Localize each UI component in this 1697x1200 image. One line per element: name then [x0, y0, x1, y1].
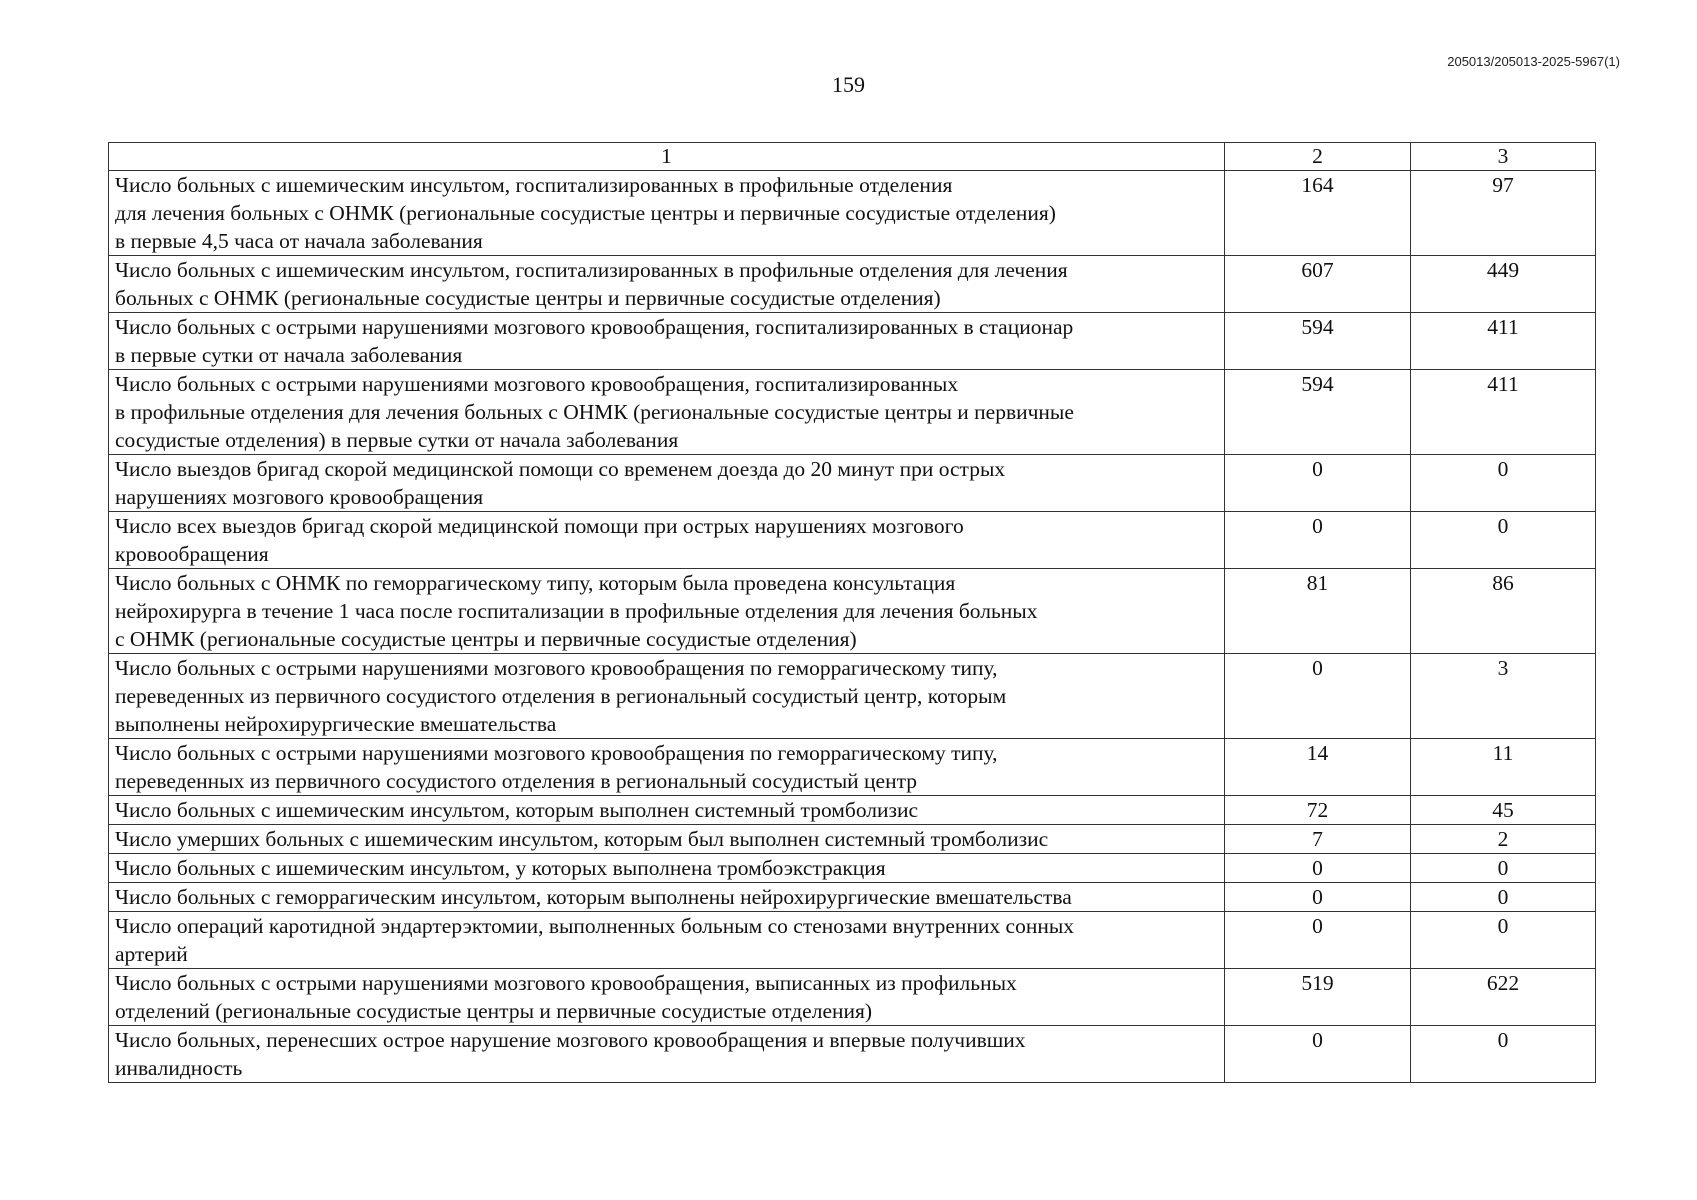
- row-value-col3: 0: [1411, 883, 1596, 912]
- row-label: Число операций каротидной эндартерэктомии, выполненных больным со стенозами внутренних сонных артерий: [109, 912, 1225, 969]
- row-value-col2: 607: [1225, 256, 1411, 313]
- table-row: [109, 171, 1596, 256]
- row-value-col3: 86: [1411, 569, 1596, 654]
- table-row: [109, 256, 1596, 313]
- row-value-col2: 0: [1225, 455, 1411, 512]
- row-label: Число больных с ишемическим инсультом, госпитализированных в профильные отделения для лечения больных с ОНМК (региональные сосудистые центры и первичные сосудистые отделения) в первые 4,5 часа от начала заболевания: [109, 171, 1225, 256]
- table-row: [109, 969, 1596, 1026]
- data-table: [108, 142, 1596, 1083]
- table-row: [109, 370, 1596, 455]
- row-label: Число больных с ОНМК по геморрагическому типу, которым была проведена консультация нейрохирурга в течение 1 часа после госпитализации в профильные отделения для лечения больных с ОНМК (региональные сосудистые центры и первичные сосудистые отделения): [109, 569, 1225, 654]
- row-value-col2: 0: [1225, 912, 1411, 969]
- row-value-col2: 519: [1225, 969, 1411, 1026]
- table-row: [109, 569, 1596, 654]
- column-header-2: 2: [1225, 143, 1411, 171]
- row-label: Число больных с острыми нарушениями мозгового кровообращения, госпитализированных в стационар в первые сутки от начала заболевания: [109, 313, 1225, 370]
- row-value-col3: 622: [1411, 969, 1596, 1026]
- row-value-col2: 72: [1225, 796, 1411, 825]
- table-row: [109, 654, 1596, 739]
- row-value-col3: 0: [1411, 854, 1596, 883]
- table-header-row: [109, 143, 1596, 171]
- table-row: [109, 825, 1596, 854]
- table-row: [109, 912, 1596, 969]
- row-value-col2: 594: [1225, 370, 1411, 455]
- table-row: [109, 739, 1596, 796]
- table-row: [109, 1026, 1596, 1083]
- row-label: Число всех выездов бригад скорой медицинской помощи при острых нарушениях мозгового кровообращения: [109, 512, 1225, 569]
- column-header-3: 3: [1411, 143, 1596, 171]
- row-value-col2: 14: [1225, 739, 1411, 796]
- row-label: Число больных с геморрагическим инсультом, которым выполнены нейрохирургические вмешательства: [109, 883, 1225, 912]
- row-value-col2: 81: [1225, 569, 1411, 654]
- row-label: Число больных с ишемическим инсультом, госпитализированных в профильные отделения для лечения больных с ОНМК (региональные сосудистые центры и первичные сосудистые отделения): [109, 256, 1225, 313]
- row-label: Число выездов бригад скорой медицинской помощи со временем доезда до 20 минут при острых нарушениях мозгового кровообращения: [109, 455, 1225, 512]
- row-value-col2: 0: [1225, 654, 1411, 739]
- page-number: 159: [832, 72, 865, 97]
- row-label: Число больных с острыми нарушениями мозгового кровообращения, госпитализированных в профильные отделения для лечения больных с ОНМК (региональные сосудистые центры и первичные сосудистые отделения) в первые сутки от начала заболевания: [109, 370, 1225, 455]
- row-value-col3: 411: [1411, 313, 1596, 370]
- row-value-col3: 449: [1411, 256, 1596, 313]
- document-id: 205013/205013-2025-5967(1): [1447, 54, 1620, 69]
- row-value-col3: 0: [1411, 1026, 1596, 1083]
- row-value-col3: 97: [1411, 171, 1596, 256]
- row-label: Число больных, перенесших острое нарушение мозгового кровообращения и впервые получивших инвалидность: [109, 1026, 1225, 1083]
- row-label: Число больных с острыми нарушениями мозгового кровообращения, выписанных из профильных отделений (региональные сосудистые центры и первичные сосудистые отделения): [109, 969, 1225, 1026]
- row-value-col3: 3: [1411, 654, 1596, 739]
- row-label: Число больных с острыми нарушениями мозгового кровообращения по геморрагическому типу, переведенных из первичного сосудистого отделения в региональный сосудистый центр, которым выполнены нейрохирургические вмешательства: [109, 654, 1225, 739]
- table-row: [109, 796, 1596, 825]
- table-row: [109, 455, 1596, 512]
- row-value-col2: 0: [1225, 1026, 1411, 1083]
- row-label: Число больных с острыми нарушениями мозгового кровообращения по геморрагическому типу, переведенных из первичного сосудистого отделения в региональный сосудистый центр: [109, 739, 1225, 796]
- row-value-col3: 45: [1411, 796, 1596, 825]
- table-row: [109, 313, 1596, 370]
- row-value-col2: 164: [1225, 171, 1411, 256]
- row-label: Число больных с ишемическим инсультом, которым выполнен системный тромболизис: [109, 796, 1225, 825]
- row-value-col3: 11: [1411, 739, 1596, 796]
- row-value-col2: 0: [1225, 854, 1411, 883]
- row-value-col3: 0: [1411, 912, 1596, 969]
- column-header-1: 1: [109, 143, 1225, 171]
- table-row: [109, 512, 1596, 569]
- table-row: [109, 854, 1596, 883]
- row-value-col3: 0: [1411, 455, 1596, 512]
- row-value-col3: 2: [1411, 825, 1596, 854]
- table-row: [109, 883, 1596, 912]
- row-label: Число умерших больных с ишемическим инсультом, которым был выполнен системный тромболизис: [109, 825, 1225, 854]
- row-value-col2: 0: [1225, 512, 1411, 569]
- row-value-col2: 7: [1225, 825, 1411, 854]
- row-value-col2: 594: [1225, 313, 1411, 370]
- row-label: Число больных с ишемическим инсультом, у которых выполнена тромбоэкстракция: [109, 854, 1225, 883]
- row-value-col2: 0: [1225, 883, 1411, 912]
- row-value-col3: 0: [1411, 512, 1596, 569]
- row-value-col3: 411: [1411, 370, 1596, 455]
